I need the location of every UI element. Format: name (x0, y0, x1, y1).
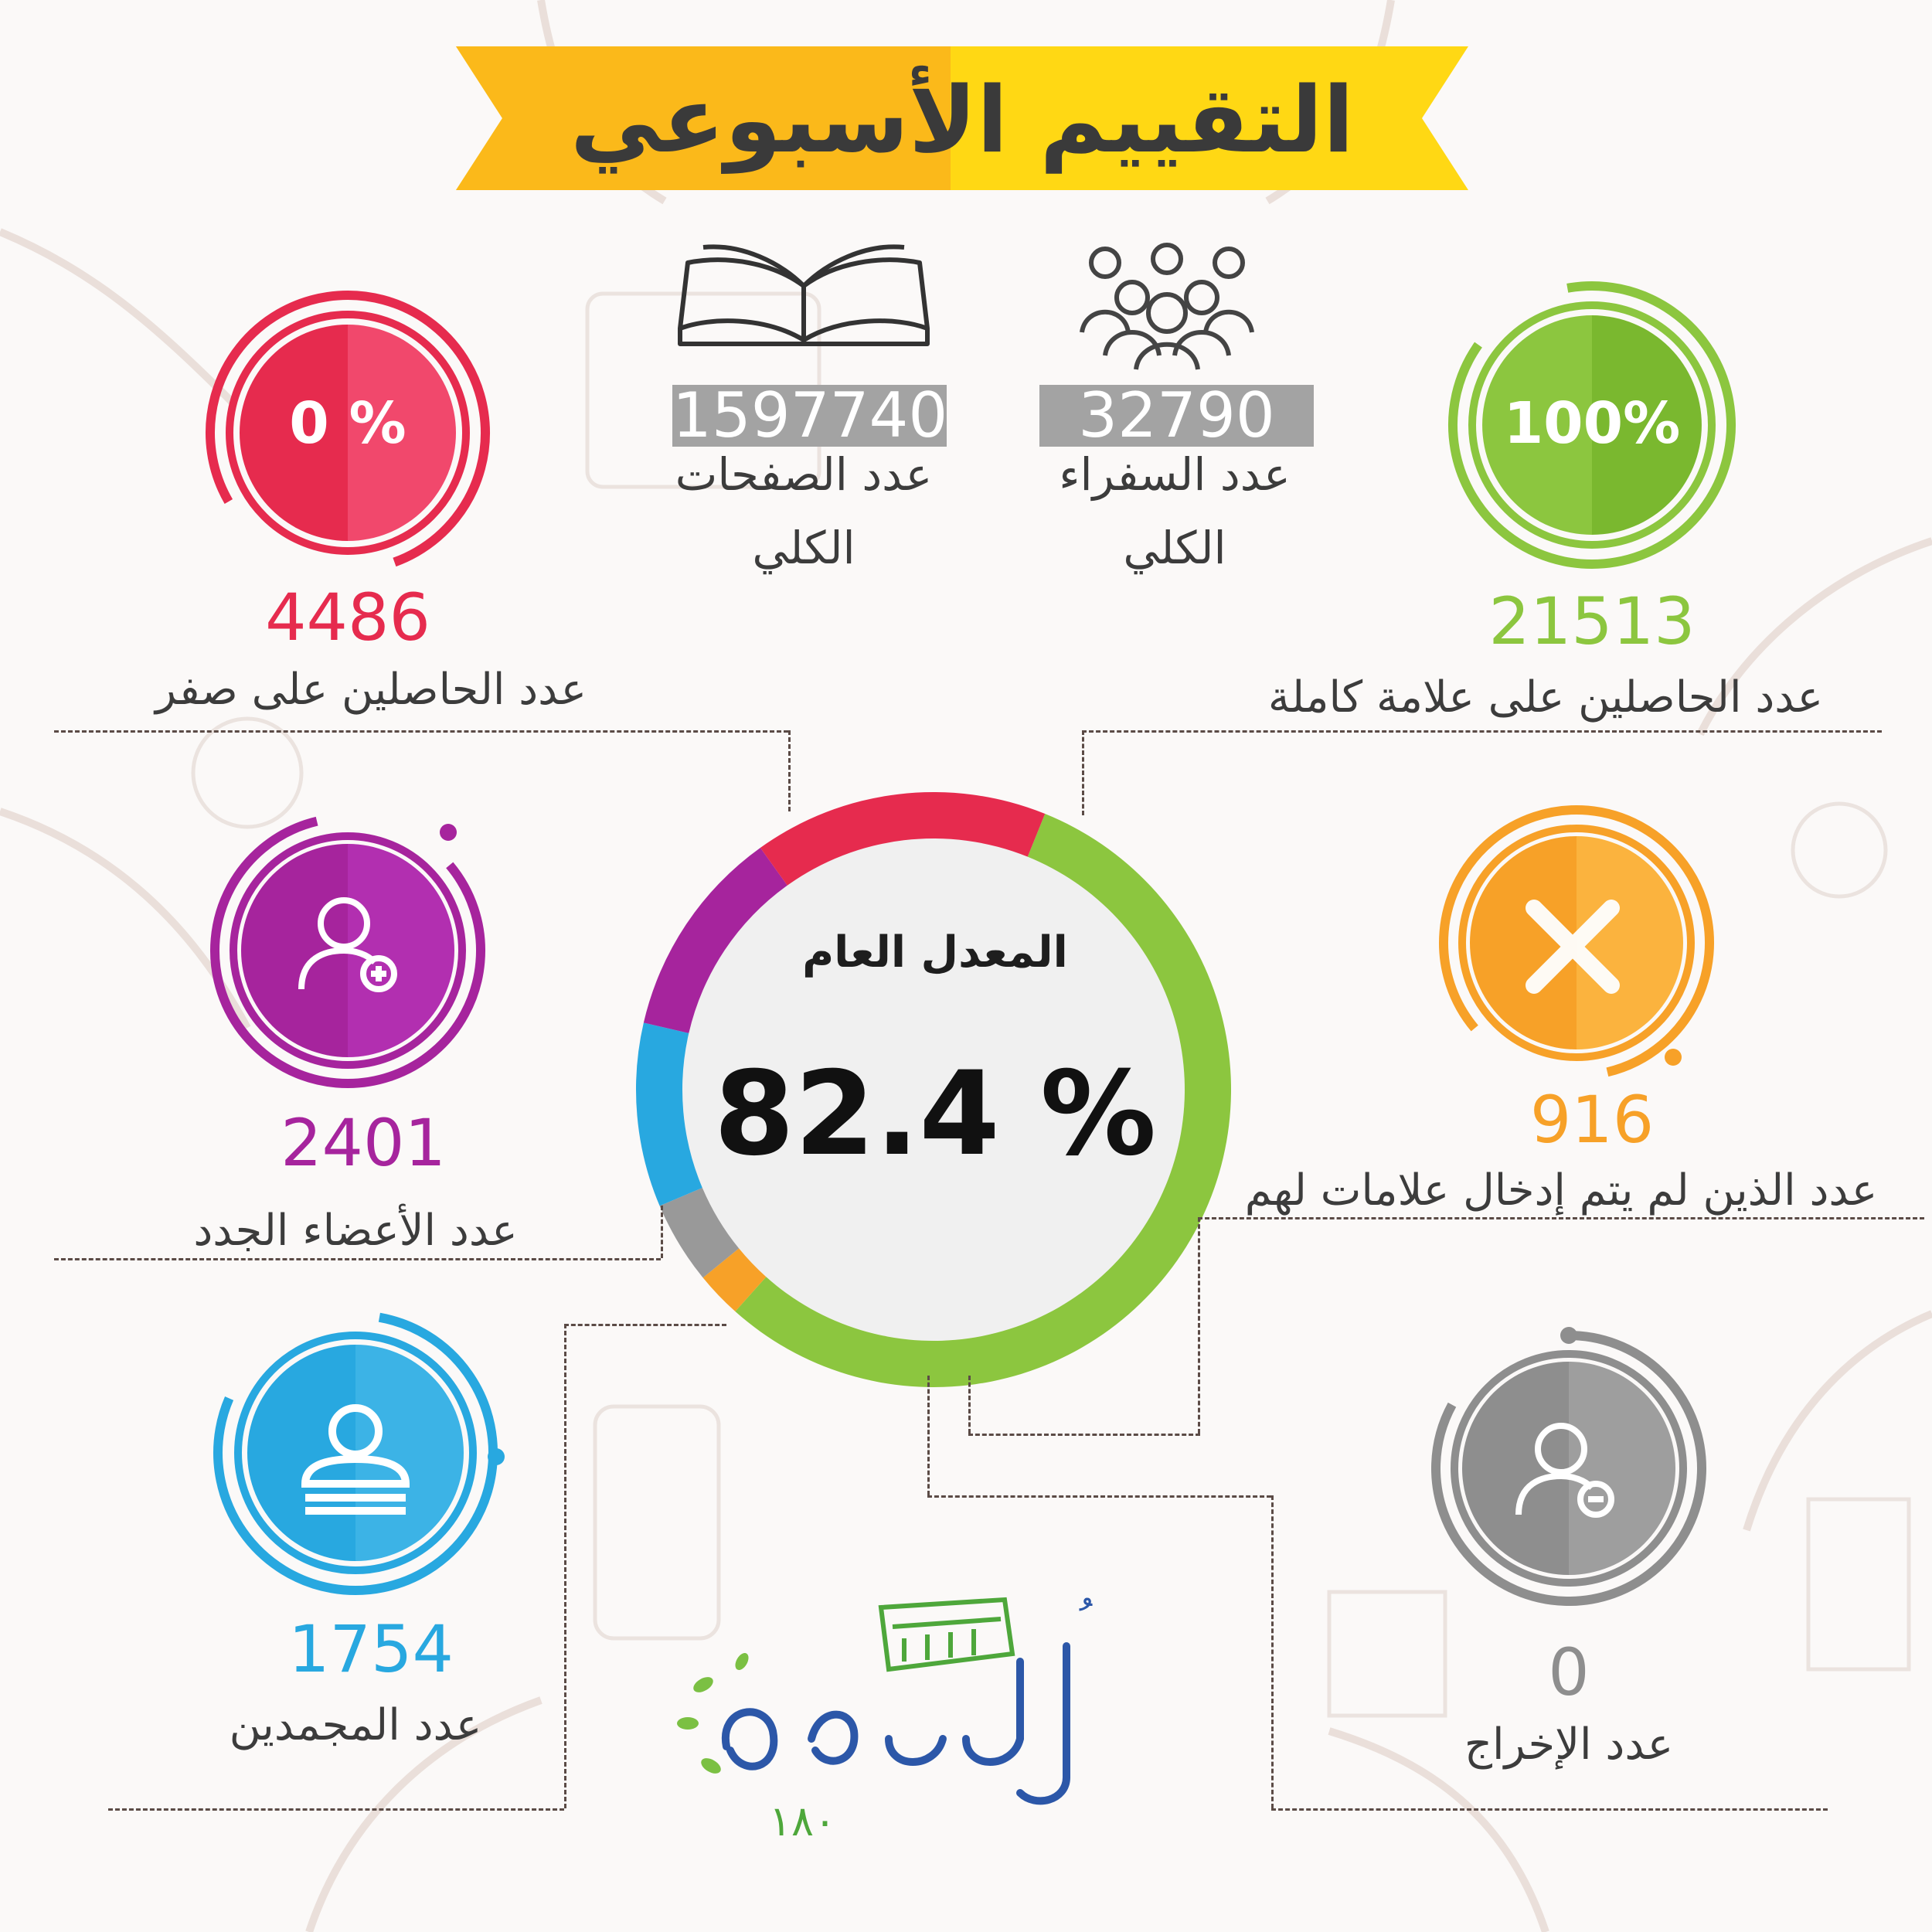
connector-frozen (564, 1324, 726, 1326)
connector-new-rise (661, 1206, 663, 1258)
connector-unmarked (1198, 1217, 1924, 1219)
total-pages-label: عدد الصفحات (675, 448, 933, 501)
new-members-label: عدد الأعضاء الجدد (193, 1206, 518, 1256)
total-ambassadors-label-2: الكلي (1123, 522, 1226, 574)
unmarked-label: عدد الذين لم يتم إدخال علامات لهم (1244, 1165, 1878, 1216)
connector-removed (927, 1495, 1271, 1498)
total-pages-label-2: الكلي (752, 522, 855, 574)
connector-zero (54, 730, 788, 733)
cross-icon (1515, 889, 1631, 1005)
add-user-icon (294, 889, 410, 1005)
open-book-icon (672, 232, 935, 355)
connector-zero-drop (788, 730, 791, 811)
full-score-label: عدد الحاصلين على علامة كاملة (1267, 672, 1824, 723)
remove-user-icon (1511, 1414, 1627, 1530)
frozen-label: عدد المجمدين (229, 1700, 482, 1750)
logo-number: ١٨٠ (769, 1797, 837, 1845)
connector-unmarked-base (968, 1434, 1200, 1436)
total-ambassadors-value: 32790 (1039, 385, 1314, 447)
full-score-percent: 100% (1503, 390, 1681, 457)
average-value: 82.4 % (713, 1047, 1157, 1182)
removed-label: عدد الإخراج (1464, 1719, 1674, 1770)
connector-frozen-base (108, 1808, 564, 1811)
connector-removed-base (1271, 1808, 1828, 1811)
full-score-count: 21513 (1488, 583, 1696, 659)
connector-full (1082, 730, 1882, 733)
logo (657, 1584, 1198, 1862)
frozen-count: 1754 (288, 1611, 454, 1687)
page-title: التقييم الأسبوعي (570, 66, 1355, 173)
connector-removed-drop (927, 1376, 930, 1495)
connector-unmarked-rise (968, 1376, 971, 1434)
connector-frozen-drop (564, 1324, 566, 1808)
average-label: المعدل العام (802, 927, 1068, 978)
connector-unmarked-drop (1198, 1217, 1200, 1434)
new-members-count: 2401 (281, 1105, 446, 1181)
user-icon (298, 1399, 413, 1515)
zero-score-count: 4486 (265, 580, 430, 655)
connector-full-drop (1082, 730, 1084, 815)
zero-score-label: عدد الحاصلين على صفر (155, 665, 587, 715)
unmarked-count: 916 (1529, 1082, 1655, 1158)
total-ambassadors-label: عدد السفراء (1059, 448, 1291, 501)
connector-removed-drop-2 (1271, 1495, 1274, 1808)
svg-text:ُ (1079, 1598, 1093, 1611)
removed-count: 0 (1548, 1634, 1590, 1710)
group-people-icon (1074, 240, 1260, 371)
zero-score-percent: 0 % (289, 390, 406, 457)
connector-new (54, 1258, 661, 1260)
total-pages-value: 1597740 (672, 379, 948, 451)
